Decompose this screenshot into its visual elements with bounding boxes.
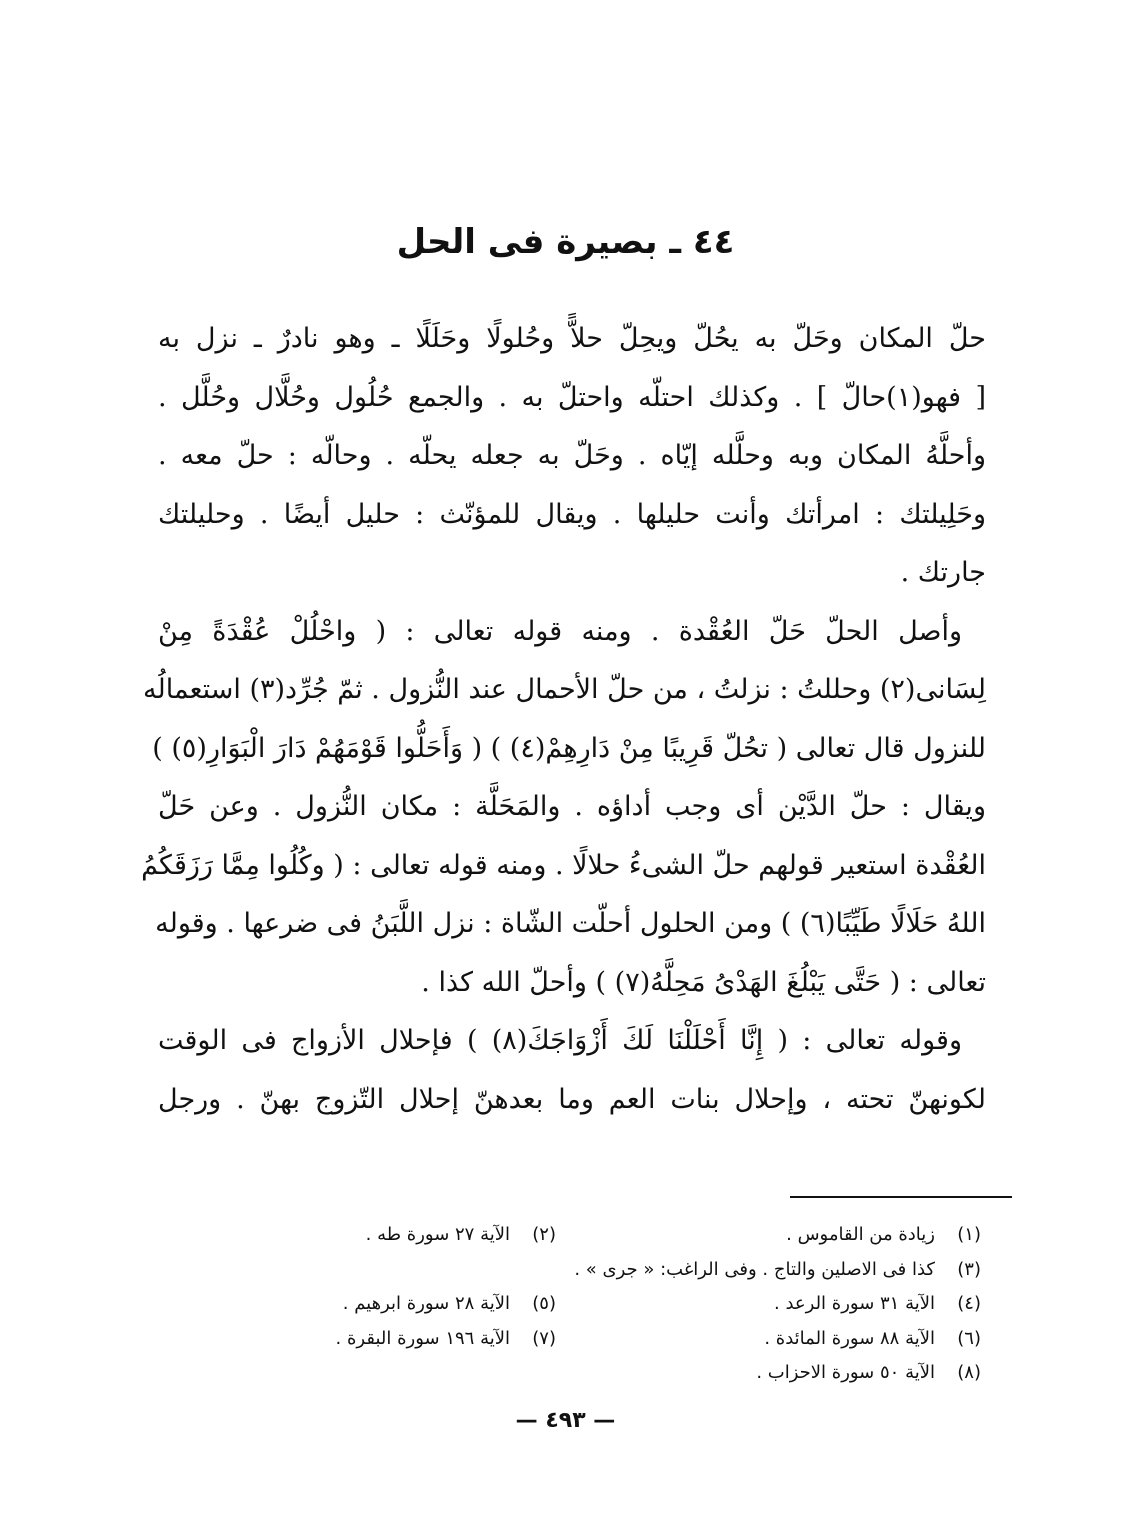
footnote-text: الآية ١٩٦ سورة البقرة . — [335, 1327, 510, 1349]
footnote — [501, 1253, 981, 1288]
text-line: ويقال : حلّ الدَّيْن أى وجب أداؤه . والمَحَلَّة : مكان النُّزول . وعن حَلّ — [158, 791, 986, 822]
footnotes-right-column — [501, 1218, 981, 1391]
section-title: ٤٤ ـ بصيرة فى الحل — [396, 222, 735, 262]
text-line: العُقْدة استعير قولهم حلّ الشىءُ حلالًا . ومنه قوله تعالى : ( وكُلُوا مِمَّا رَزَقَكُمُ — [141, 849, 986, 881]
footnote-text: كذا فى الاصلين والتاج . وفى الراغب: « جرى » . — [574, 1258, 935, 1280]
text-line: وأحلَّهُ المكان وبه وحلَّله إيّاه . وحَلّ به جعله يحلّه . وحالّه : حلّ معه . — [158, 440, 986, 471]
text-line: وأصل الحلّ حَلّ العُقْدة . ومنه قوله تعالى : ( واحْلُلْ عُقْدَةً مِنْ — [158, 615, 962, 647]
text-line: تعالى : ( حَتَّى يَبْلُغَ الهَدْىُ مَحِلَّهُ(٧) ) وأحلّ الله كذا . — [421, 966, 986, 998]
footnote-text: الآية ٨٨ سورة المائدة . — [764, 1327, 935, 1349]
footnote — [196, 1322, 556, 1357]
footnote — [501, 1322, 981, 1357]
footnote-text: الآية ٣١ سورة الرعد . — [774, 1293, 935, 1314]
text-line: جارتك . — [900, 557, 986, 588]
text-line: لِسَانى(٢) وحللتُ : نزلتُ ، من حلّ الأحمال عند النُّزول . ثمّ جُرِّد(٣) استعمالُه — [143, 674, 986, 705]
footnote-number: (٥) — [532, 1293, 556, 1314]
text-line: اللهُ حَلَالًا طَيِّبًا(٦) ) ومن الحلول أحلّت الشّاة : نزل اللَّبَنُ فى ضرعها . وقوله — [155, 908, 986, 939]
footnote — [501, 1218, 981, 1253]
text-line: لكونهنّ تحته ، وإحلال بنات العم وما بعدهنّ إحلال التّزوج بهنّ . ورجل — [158, 1083, 986, 1115]
footnote-number: (٤) — [957, 1293, 981, 1314]
footnote — [501, 1356, 981, 1391]
text-line: حلّ المكان وحَلّ به يحُلّ ويحِلّ حلاًّ وحُلولًا وحَلَلًا ـ وهو نادرٌ ـ نزل به — [158, 323, 986, 354]
footnote-number: (٨) — [957, 1362, 981, 1383]
text-line: وقوله تعالى : ( إِنَّا أَحْلَلْنَا لَكَ أَزْوَاجَكَ(٨) ) فإحلال الأزواج فى الوقت — [158, 1025, 962, 1056]
footnote-divider — [790, 1196, 1012, 1198]
footnote-number: (٢) — [532, 1224, 556, 1245]
footnote-text: زيادة من القاموس . — [786, 1224, 935, 1245]
footnote-text: الآية ٥٠ سورة الاحزاب . — [756, 1362, 935, 1383]
footnote-number: (٧) — [532, 1327, 556, 1349]
footnotes-left-column — [196, 1218, 556, 1356]
text-line: وحَلِيلتك : امرأتك وأنت حليلها . ويقال للمؤنّث : حليل أيضًا . وحليلتك — [158, 498, 986, 530]
body-text — [141, 310, 987, 1129]
footnote-text: الآية ٢٧ سورة طه . — [365, 1224, 510, 1245]
text-line: [ فهو(١)حالّ ] . وكذلك احتلّه واحتلّ به . والجمع حُلُول وحُلَّال وحُلَّل . — [158, 381, 987, 413]
footnote — [501, 1287, 981, 1322]
footnote-number: (٣) — [957, 1258, 981, 1280]
footnote-number: (٦) — [957, 1327, 981, 1349]
footnote-text: الآية ٢٨ سورة ابرهيم . — [342, 1293, 510, 1314]
footnote — [196, 1218, 556, 1253]
page-number: — ٤٩٣ — — [515, 1408, 616, 1433]
footnote-number: (١) — [957, 1224, 981, 1245]
text-line: للنزول قال تعالى ( تحُلّ قَرِيبًا مِنْ دَارِهِمْ(٤) ) ( وَأَحَلُّوا قَوْمَهُمْ دَارَ الْبَوَارِ(٥) ) — [152, 732, 986, 764]
footnote — [196, 1287, 556, 1322]
